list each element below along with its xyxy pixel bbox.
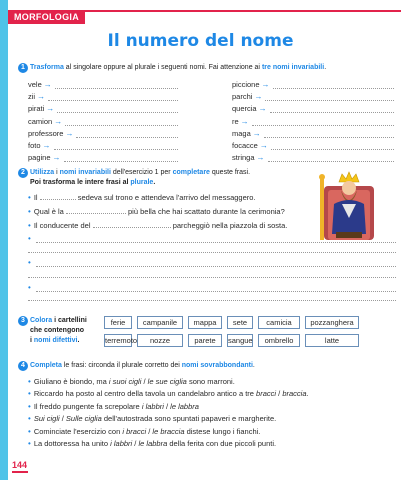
arrow-right-icon: → [256,153,265,163]
arrow-right-icon: → [52,153,61,163]
word-label: piccione [232,80,260,89]
word-row [232,140,394,152]
answer-line[interactable] [268,154,394,162]
sentence-text: Cominciate l'esercizio con [33,426,123,436]
exercise-4-sentence: • Riccardo ha posto al centro della tavola un candelabro antico a tre bracci / braccia. [28,389,309,399]
arrow-right-icon: → [43,80,52,89]
page-title: Il numero del nome [107,31,294,51]
page-number-rule [12,471,28,473]
sentence-text: sono marroni. [186,377,235,386]
answer-line[interactable] [55,81,178,89]
sentence-text: Riccardo ha posto al centro della tavola un candelabro antico a tre [33,389,257,399]
word-row [28,79,178,91]
word-card[interactable]: pozzanghera [305,316,359,329]
writing-line[interactable] [28,277,396,278]
sentence-text: dell'autostrada sono spuntati papaveri e margherite. [101,414,277,424]
arrow-right-icon: → [46,104,55,114]
exercise-2-instruction-line-1: Utilizza i nomi invariabili dell'esercizio 1 per completare queste frasi. [30,169,251,176]
left-color-strip [0,0,8,480]
exercise-3-instruction: Colora i cartellini [30,317,87,324]
sentence-text: / [163,401,171,411]
plural-option[interactable]: le labbra [138,439,168,448]
exercise-2-sentence: • Il sedeva sul trono e attendeva l'arrivo del messaggero. [28,193,256,202]
exercise-4-instruction: Completa le frasi: circonda il plurale corretto dei nomi sovrabbondanti. [30,362,255,369]
word-card[interactable]: sete [227,316,253,329]
word-label: focacce [232,141,258,150]
exercise-2-instruction-line-2: Poi trasforma le intere frasi al plurale. [30,179,156,186]
writing-bullet: • [28,283,31,292]
exercise-3-instruction-line-2: che contengono [30,327,85,334]
sentence-text: distese lungo i fianchi. [184,426,261,436]
word-row [28,103,178,115]
word-row [28,91,178,103]
sentence-text: La dottoressa ha unito [33,439,111,448]
word-card[interactable]: sangue [228,336,253,345]
sentence-text: Il freddo pungente fa screpolare [33,401,142,411]
plural-option[interactable]: le sue ciglia [147,377,187,386]
arrow-right-icon: → [54,116,63,126]
sentence-text: / [59,414,66,424]
writing-bullet: • [28,234,31,243]
writing-line[interactable] [28,300,396,301]
plural-option[interactable]: le labbra [170,401,199,411]
plural-option[interactable]: Sulle ciglia [65,414,102,424]
word-label: professore [28,128,64,138]
word-card[interactable]: latte [305,334,359,347]
word-label: stringa [232,153,255,163]
exercise-4-sentence: • Il freddo pungente fa screpolare i labbri / le labbra [28,401,199,411]
word-card[interactable]: ferie [104,316,132,329]
writing-line[interactable] [36,266,396,267]
sentence-text: Giuliano è biondo, ma [33,377,109,386]
fill-blank[interactable] [40,192,76,200]
word-card[interactable]: parete [188,334,222,347]
word-row [232,103,394,115]
sentence-text: / [276,389,283,399]
fill-blank[interactable] [66,206,126,214]
answer-line[interactable] [57,105,178,113]
plural-option[interactable]: i labbri [141,401,164,411]
word-label: parchi [232,92,253,102]
section-tab: MORFOLOGIA [8,10,85,24]
word-label: quercia [232,104,257,114]
sentence-text: / [132,439,139,448]
plural-option[interactable]: braccia [282,389,307,399]
word-row [232,116,394,128]
sentence-text: della ferita con due piccoli punti. [167,439,277,448]
answer-line[interactable] [54,142,178,150]
answer-line[interactable] [252,118,394,126]
writing-bullet: • [28,258,31,267]
writing-line[interactable] [36,242,396,243]
word-row [232,152,394,164]
plural-option[interactable]: i labbri [110,439,133,448]
word-card[interactable]: ombrello [258,334,300,347]
word-card[interactable]: mappa [188,316,222,329]
plural-option[interactable]: le braccia [152,426,185,436]
exercise-2-sentence: • Qual è la più bella che hai scattato durante la cerimonia? [28,207,285,216]
exercise-4-sentence: • La dottoressa ha unito i labbri / le labbra della ferita con due piccoli punti. [28,439,277,448]
answer-line[interactable] [65,118,178,126]
word-row [28,116,178,128]
plural-option[interactable]: Sui cigli [33,414,60,424]
word-label: pagine [28,153,51,163]
arrow-right-icon: → [259,141,268,150]
answer-line[interactable] [273,81,394,89]
plural-option[interactable]: i suoi cigli [108,377,142,386]
arrow-right-icon: → [252,128,261,138]
exercise-3-number: 3 [18,316,28,326]
sentence-text: . [306,389,309,399]
arrow-right-icon: → [254,92,263,102]
fill-blank[interactable] [93,220,171,228]
answer-line[interactable] [76,130,178,138]
word-card[interactable]: camicia [258,316,300,329]
plural-option[interactable]: bracci [256,389,277,399]
exercise-1-number: 1 [18,63,28,73]
exercise-4-number: 4 [18,361,28,371]
answer-line[interactable] [265,93,394,101]
answer-line[interactable] [270,105,394,113]
writing-line[interactable] [36,291,396,292]
exercise-4-sentence: • Cominciate l'esercizio con i bracci / le braccia distese lungo i fianchi. [28,426,261,436]
word-label: camion [28,116,53,126]
answer-line[interactable] [271,142,394,150]
word-card[interactable]: nozze [137,334,183,347]
word-card[interactable]: campanile [137,316,183,329]
writing-line[interactable] [28,252,396,253]
sentence-text: / [141,377,148,386]
arrow-right-icon: → [42,141,51,150]
answer-line[interactable] [64,154,178,162]
word-label: foto [28,141,41,150]
exercise-2-sentence: • Il conducente del parcheggiò nella piazzola di sosta. [28,221,288,230]
answer-line[interactable] [264,130,394,138]
plural-option[interactable]: i bracci [122,426,147,436]
exercise-3-instruction-line-3: i nomi difettivi. [30,337,80,344]
word-row [28,128,178,140]
exercise-1-instruction: Trasforma al singolare oppure al plurale i seguenti nomi. Fai attenzione ai tre nomi invariabili. [30,64,327,71]
answer-line[interactable] [48,93,178,101]
word-label: zii [28,92,36,102]
arrow-right-icon: → [240,116,249,126]
word-label: vele [28,80,42,89]
word-row [232,128,394,140]
exercise-4-sentence: • Giuliano è biondo, ma i suoi cigli / le sue ciglia sono marroni. [28,377,235,386]
word-row [232,79,394,91]
king-illustration [318,168,380,240]
sentence-text: / [146,426,153,436]
word-label: maga [232,128,251,138]
page-number: 144 [12,460,28,470]
arrow-right-icon: → [37,92,46,102]
arrow-right-icon: → [258,104,267,114]
word-card[interactable]: terremoto [105,336,138,345]
word-label: re [232,116,239,126]
exercise-4-sentence: • Sui cigli / Sulle ciglia dell'autostrada sono spuntati papaveri e margherite. [28,414,277,424]
exercise-2-number: 2 [18,168,28,178]
word-row [232,91,394,103]
word-label: pirati [28,104,45,114]
word-row [28,152,178,164]
arrow-right-icon: → [65,128,74,138]
word-row [28,140,178,152]
arrow-right-icon: → [261,80,270,89]
